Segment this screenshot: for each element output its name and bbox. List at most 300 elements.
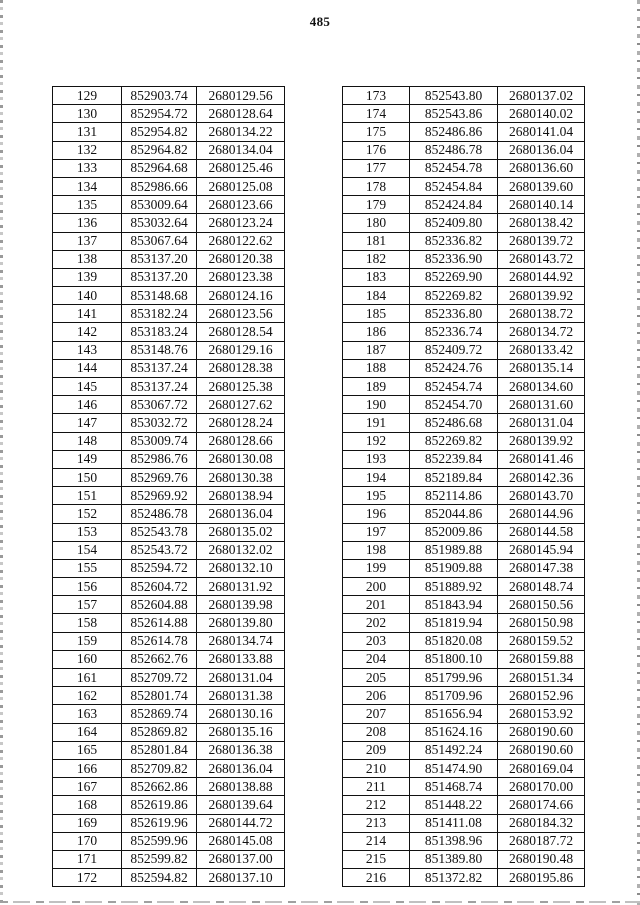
scan-edge-bottom xyxy=(0,901,640,903)
point-number-cell: 153 xyxy=(53,523,122,541)
y-coordinate-cell: 2680153.92 xyxy=(498,705,585,723)
x-coordinate-cell: 852619.96 xyxy=(122,814,197,832)
x-coordinate-cell: 852594.82 xyxy=(122,869,197,887)
x-coordinate-cell: 852969.92 xyxy=(122,487,197,505)
point-number-cell: 182 xyxy=(343,250,410,268)
table-row xyxy=(53,396,285,414)
x-coordinate-cell: 852869.74 xyxy=(122,705,197,723)
y-coordinate-cell: 2680128.66 xyxy=(197,432,285,450)
table-row xyxy=(343,414,585,432)
y-coordinate-cell: 2680136.38 xyxy=(197,741,285,759)
point-number-cell: 211 xyxy=(343,778,410,796)
table-row xyxy=(53,669,285,687)
point-number-cell: 174 xyxy=(343,105,410,123)
table-row xyxy=(343,396,585,414)
point-number-cell: 138 xyxy=(53,250,122,268)
y-coordinate-cell: 2680130.38 xyxy=(197,468,285,486)
y-coordinate-cell: 2680139.80 xyxy=(197,614,285,632)
table-row xyxy=(53,250,285,268)
y-coordinate-cell: 2680124.16 xyxy=(197,287,285,305)
y-coordinate-cell: 2680137.00 xyxy=(197,850,285,868)
x-coordinate-cell: 852409.80 xyxy=(410,214,498,232)
point-number-cell: 191 xyxy=(343,414,410,432)
point-number-cell: 185 xyxy=(343,305,410,323)
x-coordinate-cell: 851389.80 xyxy=(410,850,498,868)
x-coordinate-cell: 852619.86 xyxy=(122,796,197,814)
point-number-cell: 206 xyxy=(343,687,410,705)
table-row xyxy=(53,505,285,523)
x-coordinate-cell: 852336.80 xyxy=(410,305,498,323)
x-coordinate-cell: 852454.74 xyxy=(410,378,498,396)
table-row xyxy=(343,741,585,759)
point-number-cell: 149 xyxy=(53,450,122,468)
table-row xyxy=(343,723,585,741)
x-coordinate-cell: 852604.88 xyxy=(122,596,197,614)
y-coordinate-cell: 2680135.14 xyxy=(498,359,585,377)
y-coordinate-cell: 2680139.72 xyxy=(498,232,585,250)
table-row xyxy=(53,177,285,195)
point-number-cell: 130 xyxy=(53,105,122,123)
table-row xyxy=(53,596,285,614)
y-coordinate-cell: 2680134.74 xyxy=(197,632,285,650)
point-number-cell: 202 xyxy=(343,614,410,632)
table-row xyxy=(53,268,285,286)
point-number-cell: 213 xyxy=(343,814,410,832)
point-number-cell: 134 xyxy=(53,177,122,195)
point-number-cell: 157 xyxy=(53,596,122,614)
table-row xyxy=(53,432,285,450)
point-number-cell: 139 xyxy=(53,268,122,286)
table-row xyxy=(53,796,285,814)
y-coordinate-cell: 2680130.16 xyxy=(197,705,285,723)
y-coordinate-cell: 2680139.98 xyxy=(197,596,285,614)
point-number-cell: 152 xyxy=(53,505,122,523)
table-row xyxy=(343,541,585,559)
point-number-cell: 216 xyxy=(343,869,410,887)
table-row xyxy=(343,214,585,232)
y-coordinate-cell: 2680150.56 xyxy=(498,596,585,614)
x-coordinate-cell: 852336.74 xyxy=(410,323,498,341)
y-coordinate-cell: 2680128.24 xyxy=(197,414,285,432)
y-coordinate-cell: 2680137.02 xyxy=(498,87,585,105)
x-coordinate-cell: 853067.64 xyxy=(122,232,197,250)
point-number-cell: 207 xyxy=(343,705,410,723)
point-number-cell: 172 xyxy=(53,869,122,887)
point-number-cell: 178 xyxy=(343,177,410,195)
x-coordinate-cell: 852543.80 xyxy=(410,87,498,105)
y-coordinate-cell: 2680141.46 xyxy=(498,450,585,468)
point-number-cell: 184 xyxy=(343,287,410,305)
table-row xyxy=(53,705,285,723)
x-coordinate-cell: 852604.72 xyxy=(122,578,197,596)
point-number-cell: 158 xyxy=(53,614,122,632)
x-coordinate-cell: 852486.68 xyxy=(410,414,498,432)
y-coordinate-cell: 2680120.38 xyxy=(197,250,285,268)
point-number-cell: 201 xyxy=(343,596,410,614)
table-row xyxy=(343,614,585,632)
y-coordinate-cell: 2680138.42 xyxy=(498,214,585,232)
table-row xyxy=(53,123,285,141)
table-row xyxy=(53,305,285,323)
point-number-cell: 161 xyxy=(53,669,122,687)
point-number-cell: 177 xyxy=(343,159,410,177)
x-coordinate-cell: 853148.68 xyxy=(122,287,197,305)
y-coordinate-cell: 2680131.38 xyxy=(197,687,285,705)
y-coordinate-cell: 2680133.88 xyxy=(197,650,285,668)
point-number-cell: 214 xyxy=(343,832,410,850)
y-coordinate-cell: 2680133.42 xyxy=(498,341,585,359)
point-number-cell: 144 xyxy=(53,359,122,377)
table-row xyxy=(343,105,585,123)
table-row xyxy=(53,378,285,396)
table-row xyxy=(53,578,285,596)
table-row xyxy=(343,523,585,541)
table-row xyxy=(53,323,285,341)
y-coordinate-cell: 2680129.56 xyxy=(197,87,285,105)
table-row xyxy=(53,523,285,541)
scan-edge-left xyxy=(0,0,3,905)
table-row xyxy=(343,832,585,850)
y-coordinate-cell: 2680140.14 xyxy=(498,196,585,214)
table-row xyxy=(343,159,585,177)
y-coordinate-cell: 2680169.04 xyxy=(498,759,585,777)
x-coordinate-cell: 851492.24 xyxy=(410,741,498,759)
point-number-cell: 192 xyxy=(343,432,410,450)
table-row xyxy=(343,778,585,796)
y-coordinate-cell: 2680132.02 xyxy=(197,541,285,559)
x-coordinate-cell: 852336.90 xyxy=(410,250,498,268)
y-coordinate-cell: 2680138.88 xyxy=(197,778,285,796)
x-coordinate-cell: 852409.72 xyxy=(410,341,498,359)
table-row xyxy=(343,596,585,614)
y-coordinate-cell: 2680134.04 xyxy=(197,141,285,159)
page-number: 485 xyxy=(309,14,331,29)
y-coordinate-cell: 2680134.22 xyxy=(197,123,285,141)
x-coordinate-cell: 852486.78 xyxy=(122,505,197,523)
point-number-cell: 215 xyxy=(343,850,410,868)
x-coordinate-cell: 852614.78 xyxy=(122,632,197,650)
table-row xyxy=(343,759,585,777)
table-row xyxy=(343,232,585,250)
x-coordinate-cell: 852424.84 xyxy=(410,196,498,214)
x-coordinate-cell: 853032.72 xyxy=(122,414,197,432)
point-number-cell: 163 xyxy=(53,705,122,723)
table-row xyxy=(53,414,285,432)
point-number-cell: 156 xyxy=(53,578,122,596)
table-row xyxy=(53,723,285,741)
y-coordinate-cell: 2680135.16 xyxy=(197,723,285,741)
table-row xyxy=(53,687,285,705)
point-number-cell: 188 xyxy=(343,359,410,377)
y-coordinate-cell: 2680139.64 xyxy=(197,796,285,814)
point-number-cell: 150 xyxy=(53,468,122,486)
y-coordinate-cell: 2680159.88 xyxy=(498,650,585,668)
point-number-cell: 193 xyxy=(343,450,410,468)
point-number-cell: 173 xyxy=(343,87,410,105)
x-coordinate-cell: 853183.24 xyxy=(122,323,197,341)
y-coordinate-cell: 2680159.52 xyxy=(498,632,585,650)
x-coordinate-cell: 852964.82 xyxy=(122,141,197,159)
x-coordinate-cell: 852114.86 xyxy=(410,487,498,505)
coordinate-table-left xyxy=(52,86,285,887)
table-row xyxy=(53,869,285,887)
x-coordinate-cell: 852454.70 xyxy=(410,396,498,414)
table-row xyxy=(53,559,285,577)
x-coordinate-cell: 851799.96 xyxy=(410,669,498,687)
point-number-cell: 179 xyxy=(343,196,410,214)
y-coordinate-cell: 2680140.02 xyxy=(498,105,585,123)
y-coordinate-cell: 2680144.96 xyxy=(498,505,585,523)
y-coordinate-cell: 2680136.60 xyxy=(498,159,585,177)
table-row xyxy=(53,214,285,232)
y-coordinate-cell: 2680123.66 xyxy=(197,196,285,214)
point-number-cell: 190 xyxy=(343,396,410,414)
point-number-cell: 205 xyxy=(343,669,410,687)
y-coordinate-cell: 2680134.60 xyxy=(498,378,585,396)
table-row xyxy=(343,796,585,814)
point-number-cell: 198 xyxy=(343,541,410,559)
x-coordinate-cell: 852801.84 xyxy=(122,741,197,759)
table-row xyxy=(343,578,585,596)
table-row xyxy=(343,450,585,468)
y-coordinate-cell: 2680123.24 xyxy=(197,214,285,232)
x-coordinate-cell: 852269.82 xyxy=(410,432,498,450)
table-row xyxy=(343,814,585,832)
y-coordinate-cell: 2680144.72 xyxy=(197,814,285,832)
y-coordinate-cell: 2680127.62 xyxy=(197,396,285,414)
x-coordinate-cell: 853067.72 xyxy=(122,396,197,414)
x-coordinate-cell: 851909.88 xyxy=(410,559,498,577)
point-number-cell: 164 xyxy=(53,723,122,741)
table-row xyxy=(53,832,285,850)
point-number-cell: 154 xyxy=(53,541,122,559)
point-number-cell: 148 xyxy=(53,432,122,450)
y-coordinate-cell: 2680139.92 xyxy=(498,287,585,305)
y-coordinate-cell: 2680174.66 xyxy=(498,796,585,814)
y-coordinate-cell: 2680150.98 xyxy=(498,614,585,632)
table-row xyxy=(53,614,285,632)
x-coordinate-cell: 851989.88 xyxy=(410,541,498,559)
point-number-cell: 196 xyxy=(343,505,410,523)
y-coordinate-cell: 2680187.72 xyxy=(498,832,585,850)
x-coordinate-cell: 851398.96 xyxy=(410,832,498,850)
y-coordinate-cell: 2680145.08 xyxy=(197,832,285,850)
table-row xyxy=(343,650,585,668)
y-coordinate-cell: 2680138.94 xyxy=(197,487,285,505)
x-coordinate-cell: 851820.08 xyxy=(410,632,498,650)
y-coordinate-cell: 2680131.04 xyxy=(498,414,585,432)
y-coordinate-cell: 2680184.32 xyxy=(498,814,585,832)
table-row xyxy=(343,505,585,523)
x-coordinate-cell: 852044.86 xyxy=(410,505,498,523)
point-number-cell: 171 xyxy=(53,850,122,868)
table-row xyxy=(343,487,585,505)
point-number-cell: 176 xyxy=(343,141,410,159)
x-coordinate-cell: 852709.82 xyxy=(122,759,197,777)
table-row xyxy=(53,759,285,777)
x-coordinate-cell: 852189.84 xyxy=(410,468,498,486)
point-number-cell: 136 xyxy=(53,214,122,232)
x-coordinate-cell: 851372.82 xyxy=(410,869,498,887)
y-coordinate-cell: 2680123.38 xyxy=(197,268,285,286)
point-number-cell: 143 xyxy=(53,341,122,359)
point-number-cell: 168 xyxy=(53,796,122,814)
point-number-cell: 159 xyxy=(53,632,122,650)
x-coordinate-cell: 853137.20 xyxy=(122,250,197,268)
y-coordinate-cell: 2680151.34 xyxy=(498,669,585,687)
table-row xyxy=(343,305,585,323)
y-coordinate-cell: 2680139.92 xyxy=(498,432,585,450)
y-coordinate-cell: 2680122.62 xyxy=(197,232,285,250)
x-coordinate-cell: 853032.64 xyxy=(122,214,197,232)
table-row xyxy=(53,850,285,868)
y-coordinate-cell: 2680144.92 xyxy=(498,268,585,286)
point-number-cell: 142 xyxy=(53,323,122,341)
y-coordinate-cell: 2680143.72 xyxy=(498,250,585,268)
table-row xyxy=(343,287,585,305)
point-number-cell: 131 xyxy=(53,123,122,141)
x-coordinate-cell: 852801.74 xyxy=(122,687,197,705)
table-row xyxy=(343,559,585,577)
table-row xyxy=(343,268,585,286)
x-coordinate-cell: 853182.24 xyxy=(122,305,197,323)
table-row xyxy=(53,159,285,177)
point-number-cell: 129 xyxy=(53,87,122,105)
x-coordinate-cell: 852954.72 xyxy=(122,105,197,123)
y-coordinate-cell: 2680190.48 xyxy=(498,850,585,868)
table-row xyxy=(343,705,585,723)
y-coordinate-cell: 2680147.38 xyxy=(498,559,585,577)
table-row xyxy=(53,87,285,105)
point-number-cell: 145 xyxy=(53,378,122,396)
y-coordinate-cell: 2680134.72 xyxy=(498,323,585,341)
x-coordinate-cell: 852543.86 xyxy=(410,105,498,123)
x-coordinate-cell: 852954.82 xyxy=(122,123,197,141)
x-coordinate-cell: 851889.92 xyxy=(410,578,498,596)
y-coordinate-cell: 2680137.10 xyxy=(197,869,285,887)
point-number-cell: 186 xyxy=(343,323,410,341)
x-coordinate-cell: 853009.74 xyxy=(122,432,197,450)
table-row xyxy=(53,778,285,796)
y-coordinate-cell: 2680195.86 xyxy=(498,869,585,887)
x-coordinate-cell: 852969.76 xyxy=(122,468,197,486)
x-coordinate-cell: 853009.64 xyxy=(122,196,197,214)
point-number-cell: 147 xyxy=(53,414,122,432)
x-coordinate-cell: 852543.72 xyxy=(122,541,197,559)
x-coordinate-cell: 852662.86 xyxy=(122,778,197,796)
point-number-cell: 151 xyxy=(53,487,122,505)
table-row xyxy=(343,432,585,450)
y-coordinate-cell: 2680131.92 xyxy=(197,578,285,596)
table-row xyxy=(343,869,585,887)
x-coordinate-cell: 852269.90 xyxy=(410,268,498,286)
x-coordinate-cell: 852486.86 xyxy=(410,123,498,141)
point-number-cell: 183 xyxy=(343,268,410,286)
y-coordinate-cell: 2680130.08 xyxy=(197,450,285,468)
x-coordinate-cell: 852709.72 xyxy=(122,669,197,687)
point-number-cell: 199 xyxy=(343,559,410,577)
x-coordinate-cell: 851656.94 xyxy=(410,705,498,723)
y-coordinate-cell: 2680139.60 xyxy=(498,177,585,195)
y-coordinate-cell: 2680136.04 xyxy=(498,141,585,159)
point-number-cell: 132 xyxy=(53,141,122,159)
point-number-cell: 155 xyxy=(53,559,122,577)
x-coordinate-cell: 852009.86 xyxy=(410,523,498,541)
table-row xyxy=(53,105,285,123)
table-row xyxy=(53,141,285,159)
point-number-cell: 175 xyxy=(343,123,410,141)
table-row xyxy=(53,632,285,650)
y-coordinate-cell: 2680123.56 xyxy=(197,305,285,323)
x-coordinate-cell: 851624.16 xyxy=(410,723,498,741)
y-coordinate-cell: 2680170.00 xyxy=(498,778,585,796)
table-row xyxy=(53,650,285,668)
x-coordinate-cell: 852454.78 xyxy=(410,159,498,177)
point-number-cell: 180 xyxy=(343,214,410,232)
x-coordinate-cell: 852903.74 xyxy=(122,87,197,105)
point-number-cell: 208 xyxy=(343,723,410,741)
point-number-cell: 170 xyxy=(53,832,122,850)
table-row xyxy=(343,850,585,868)
y-coordinate-cell: 2680145.94 xyxy=(498,541,585,559)
x-coordinate-cell: 852543.78 xyxy=(122,523,197,541)
coordinate-table-right xyxy=(342,86,585,887)
y-coordinate-cell: 2680141.04 xyxy=(498,123,585,141)
y-coordinate-cell: 2680128.38 xyxy=(197,359,285,377)
x-coordinate-cell: 852239.84 xyxy=(410,450,498,468)
table-row xyxy=(343,196,585,214)
point-number-cell: 181 xyxy=(343,232,410,250)
y-coordinate-cell: 2680148.74 xyxy=(498,578,585,596)
table-row xyxy=(343,359,585,377)
point-number-cell: 189 xyxy=(343,378,410,396)
point-number-cell: 204 xyxy=(343,650,410,668)
y-coordinate-cell: 2680142.36 xyxy=(498,468,585,486)
x-coordinate-cell: 853137.20 xyxy=(122,268,197,286)
table-row xyxy=(53,359,285,377)
x-coordinate-cell: 852964.68 xyxy=(122,159,197,177)
table-row xyxy=(53,287,285,305)
table-row xyxy=(53,450,285,468)
y-coordinate-cell: 2680143.70 xyxy=(498,487,585,505)
table-row xyxy=(53,541,285,559)
point-number-cell: 162 xyxy=(53,687,122,705)
point-number-cell: 160 xyxy=(53,650,122,668)
x-coordinate-cell: 852662.76 xyxy=(122,650,197,668)
table-row xyxy=(343,123,585,141)
table-row xyxy=(53,468,285,486)
y-coordinate-cell: 2680136.04 xyxy=(197,759,285,777)
y-coordinate-cell: 2680190.60 xyxy=(498,741,585,759)
x-coordinate-cell: 852986.66 xyxy=(122,177,197,195)
y-coordinate-cell: 2680135.02 xyxy=(197,523,285,541)
x-coordinate-cell: 852269.82 xyxy=(410,287,498,305)
y-coordinate-cell: 2680125.46 xyxy=(197,159,285,177)
y-coordinate-cell: 2680125.08 xyxy=(197,177,285,195)
x-coordinate-cell: 851819.94 xyxy=(410,614,498,632)
y-coordinate-cell: 2680190.60 xyxy=(498,723,585,741)
x-coordinate-cell: 851800.10 xyxy=(410,650,498,668)
table-row xyxy=(53,341,285,359)
table-row xyxy=(53,814,285,832)
point-number-cell: 133 xyxy=(53,159,122,177)
y-coordinate-cell: 2680138.72 xyxy=(498,305,585,323)
table-row xyxy=(343,87,585,105)
point-number-cell: 166 xyxy=(53,759,122,777)
point-number-cell: 195 xyxy=(343,487,410,505)
y-coordinate-cell: 2680144.58 xyxy=(498,523,585,541)
table-row xyxy=(53,196,285,214)
